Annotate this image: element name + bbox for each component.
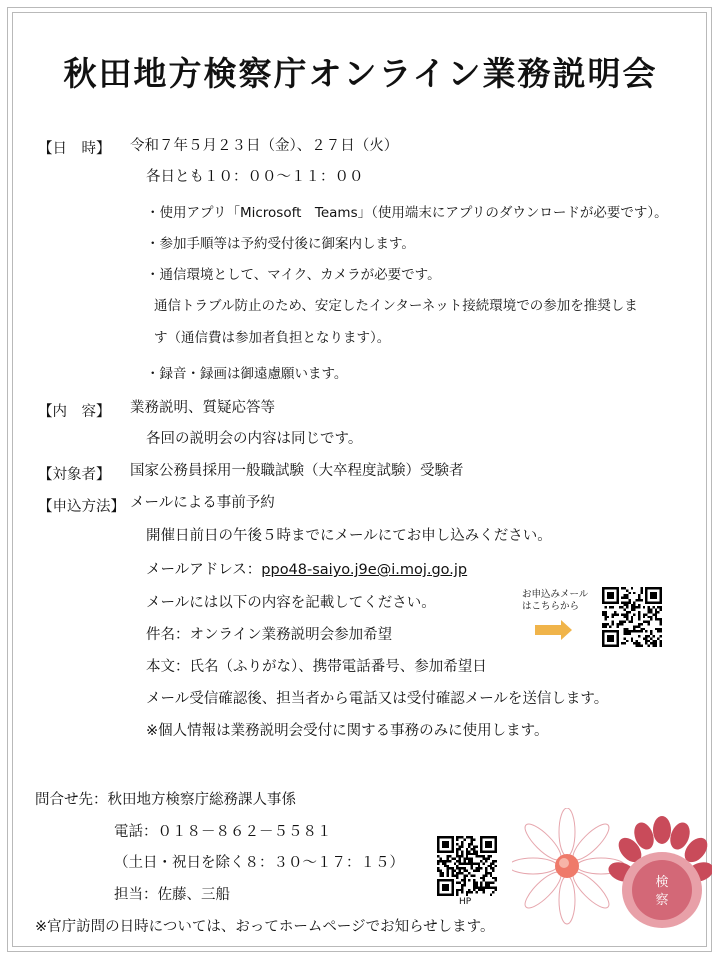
mail-address-link[interactable]: ppo48-saiyo.j9e@i.moj.go.jp [261,562,468,578]
contact-label: 問合せ先：秋田地方検察庁総務課人事係 [35,792,296,808]
mail-instruction: メールには以下の内容を記載してください。 [146,595,436,611]
qr-mail-label [522,589,588,613]
prosecutors-emblem [512,808,712,948]
emblem-char: 検 [655,875,669,890]
schedule-note: ・使用アプリ「Microsoft Teams」（使用端末にアプリのダウンロードが必要です）。 [146,205,668,221]
mail-subject: 件名：オンライン業務説明会参加希望 [146,627,393,643]
arrow-right-icon [535,620,573,640]
page-title: 秋田地方検察庁オンライン業務説明会 [63,54,658,93]
mail-confirm: メール受信確認後、担当者から電話又は受付確認メールを送信します。 [146,691,609,707]
target-label: 【対象者】 [38,467,111,483]
content-value: 業務説明、質疑応答等 [130,400,275,416]
apply-value: メールによる事前予約 [130,495,275,511]
schedule-note: す（通信費は参加者負担となります）。 [154,330,391,346]
white-flower-icon [512,808,625,924]
schedule-note: ・通信環境として、マイク、カメラが必要です。 [146,267,441,283]
contact-hours: （土日・祝日を除く８：３０～１７：１５） [114,855,404,871]
emblem-char: 察 [655,893,669,908]
mail-prefix: メールアドレス： [146,562,262,578]
apply-deadline: 開催日前日の午後５時までにメールにてお申し込みください。 [146,528,552,544]
privacy-note: ※個人情報は業務説明会受付に関する事務のみに使用します。 [146,723,549,739]
mail-body: 本文：氏名（ふりがな）、携帯電話番号、参加希望日 [146,659,487,675]
contact-staff: 担当：佐藤、三船 [114,887,230,903]
schedule-note: 通信トラブル防止のため、安定したインターネット接続環境での参加を推奨しま [154,298,638,314]
mail-line [146,563,467,578]
content-label: 【内 容】 [38,404,111,420]
mail-qr-code[interactable] [602,587,662,647]
hp-label: HP [459,897,472,907]
apply-label: 【申込方法】 [38,499,125,515]
qr-mail-label-line1: お申込みメール [522,589,589,600]
qr-mail-label-line2: はこちらから [522,601,580,612]
homepage-qr-code[interactable] [437,836,497,896]
footer-note: ※官庁訪問の日時については、おってホームページでお知らせします。 [35,919,495,935]
schedule-note: ・録音・録画は御遠慮願います。 [146,366,348,382]
schedule-note: ・参加手順等は予約受付後に御案内します。 [146,236,415,252]
schedule-date: 令和７年５月２３日（金）、２７日（火） [130,138,399,154]
content-note: 各回の説明会の内容は同じです。 [146,431,363,447]
schedule-label: 【日 時】 [38,141,111,157]
schedule-time: 各日とも１０：００～１１：００ [146,169,364,185]
target-value: 国家公務員採用一般職試験（大卒程度試験）受験者 [130,463,464,479]
contact-phone: 電話：０１８－８６２－５５８１ [114,824,332,840]
red-chrysanthemum-icon [606,816,712,928]
